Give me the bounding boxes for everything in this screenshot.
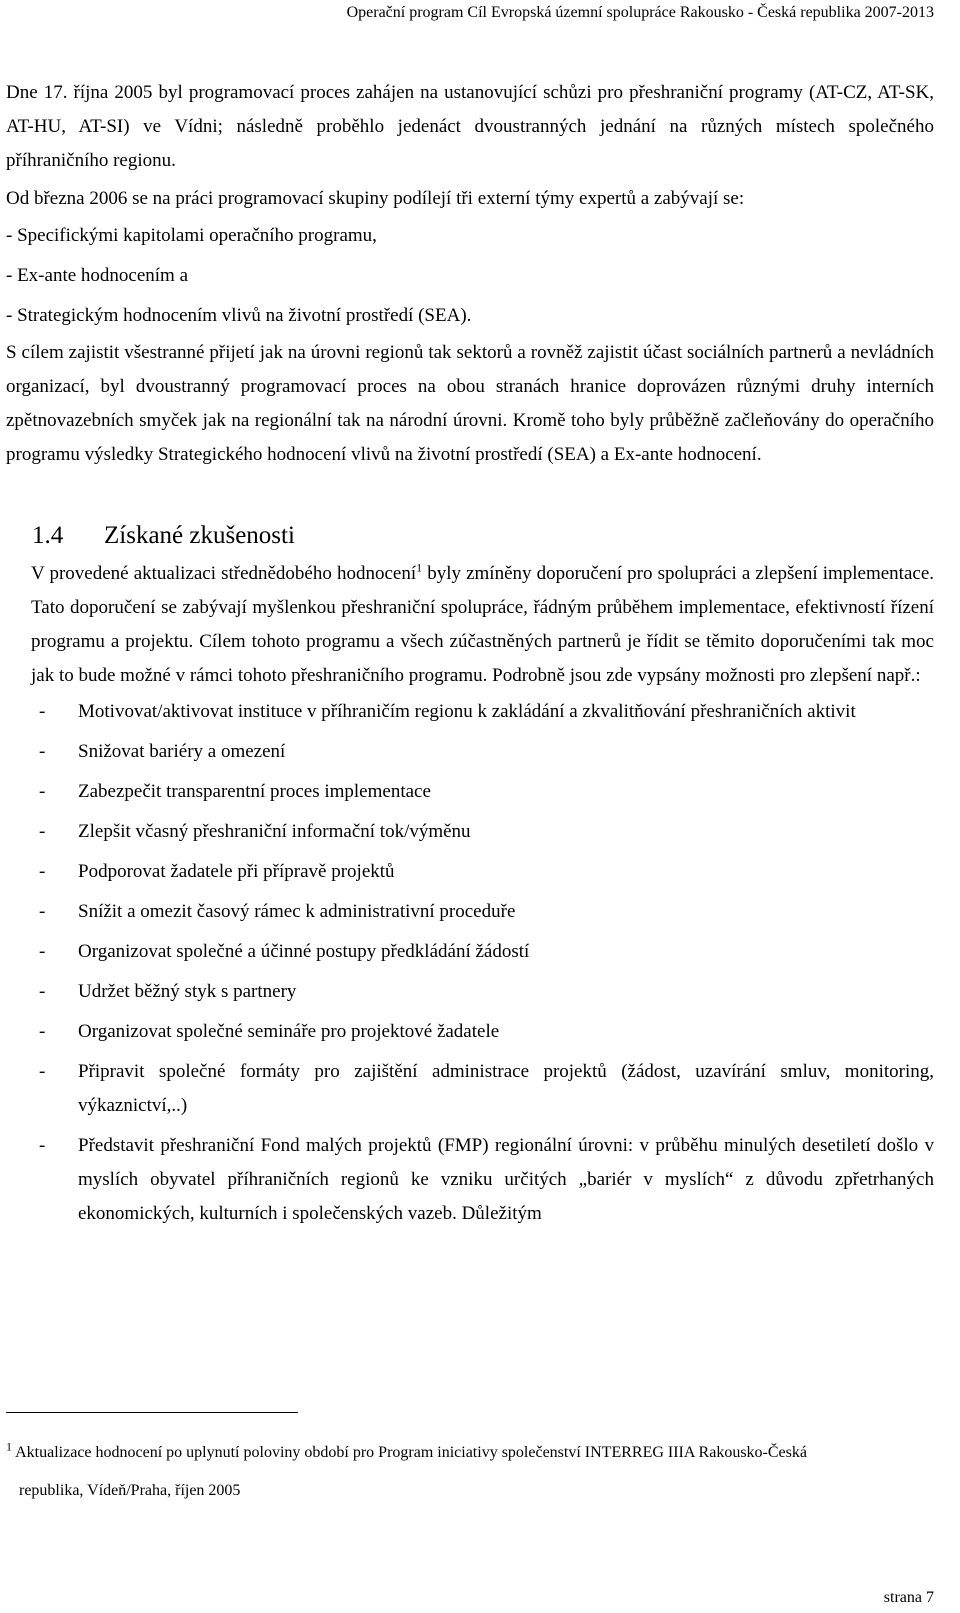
bullet-dash: - bbox=[39, 781, 46, 802]
running-header: Operační program Cíl Evropská územní spolupráce Rakousko - Česká republika 2007-2013 bbox=[346, 4, 934, 21]
list-item bbox=[31, 1055, 934, 1123]
intro-text-start: V provedené aktualizaci střednědobého hodnocení bbox=[31, 563, 417, 584]
section-heading bbox=[6, 519, 934, 553]
list-item bbox=[31, 855, 934, 889]
list-item-text: Připravit společné formáty pro zajištění administrace projektů (žádost, uzavírání smluv, monitoring, výkaznictví,..) bbox=[78, 1061, 934, 1116]
list-item bbox=[31, 1129, 934, 1231]
list-item-text: Organizovat společné a účinné postupy předkládání žádostí bbox=[78, 941, 530, 962]
bullet-dash: - bbox=[39, 981, 46, 1002]
footnote-text: Aktualizace hodnocení po uplynutí poloviny období pro Program iniciativy společenství INTERREG IIIA Rakousko-Česká bbox=[12, 1444, 807, 1461]
footnote-separator bbox=[6, 1412, 298, 1413]
list-item-text: Zlepšit včasný přeshraniční informační tok/výměnu bbox=[78, 821, 471, 842]
expert-tasks-list bbox=[6, 216, 934, 336]
list-item bbox=[31, 935, 934, 969]
paragraph-intro: Dne 17. října 2005 byl programovací proces zahájen na ustanovující schůzi pro přeshraniční programy (AT-CZ, AT-SK, AT-HU, AT-SI) ve Vídni; následně proběhlo jedenáct dvoustranných jednání na různých místech společného příhraničního regionu. bbox=[6, 82, 934, 171]
list-item-text: Udržet běžný styk s partnery bbox=[78, 981, 297, 1002]
list-item bbox=[31, 735, 934, 769]
bullet-dash: - bbox=[39, 741, 46, 762]
page-number: strana 7 bbox=[883, 1589, 934, 1606]
bullet-dash: - bbox=[39, 1021, 46, 1042]
list-item bbox=[31, 895, 934, 929]
bullet-dash: - bbox=[39, 941, 46, 962]
page-body bbox=[6, 76, 934, 1237]
paragraph-acceptance: S cílem zajistit všestranné přijetí jak na úrovni regionů tak sektorů a rovněž zajistit účast sociálních partnerů a nevládních organizací, byl dvoustranný programovací proces na obou stranách hranice doprovázen různými druhy interních zpětnovazebních smyček jak na regionální tak na národní úrovni. Kromě toho byly průběžně začleňovány do operačního programu výsledky Strategického hodnocení vlivů na životní prostředí (SEA) a Ex-ante hodnocení. bbox=[6, 342, 934, 465]
list-item-text: Motivovat/aktivovat instituce v příhraničím regionu k zakládání a zkvalitňování přeshraničních aktivit bbox=[78, 701, 856, 722]
footnote-reference[interactable]: 1 bbox=[416, 560, 423, 575]
list-item: - Strategickým hodnocením vlivů na životní prostředí (SEA). bbox=[6, 305, 472, 326]
bullet-dash: - bbox=[39, 1061, 46, 1082]
list-item: - Ex-ante hodnocením a bbox=[6, 265, 189, 286]
list-item bbox=[31, 1015, 934, 1049]
list-item-text: Snižovat bariéry a omezení bbox=[78, 741, 286, 762]
bullet-dash: - bbox=[39, 821, 46, 842]
section-title: Získané zkušenosti bbox=[104, 522, 295, 549]
list-item-text: Organizovat společné semináře pro projektové žadatele bbox=[78, 1021, 500, 1042]
footnote-marker: 1 bbox=[6, 1439, 12, 1454]
list-item bbox=[31, 815, 934, 849]
bullet-dash: - bbox=[39, 701, 46, 722]
list-item-text: Zabezpečit transparentní proces implementace bbox=[78, 781, 431, 802]
footnote-line-continued: republika, Vídeň/Praha, říjen 2005 bbox=[19, 1482, 241, 1499]
section-number: 1.4 bbox=[32, 522, 64, 549]
list-item-text: Snížit a omezit časový rámec k administrativní proceduře bbox=[78, 901, 516, 922]
list-item bbox=[31, 775, 934, 809]
list-item-text: Podporovat žadatele při přípravě projektů bbox=[78, 861, 395, 882]
list-item: - Specifickými kapitolami operačního programu, bbox=[6, 225, 377, 246]
footnote bbox=[6, 1434, 934, 1510]
list-item bbox=[31, 975, 934, 1009]
intro-text-rest: byly zmíněny doporučení pro spolupráci a zlepšení implementace. Tato doporučení se zabývají myšlenkou přeshraniční spolupráce, řádným průběhem implementace, efektivností řízení programu a projektu. Cílem tohoto programu a všech zúčastněných partnerů je řídit se těmito doporučeními tak moc jak to bude možné v rámci tohoto přeshraničního programu. Podrobně jsou zde vypsány možnosti pro zlepšení např.: bbox=[31, 563, 934, 686]
bullet-dash: - bbox=[39, 901, 46, 922]
paragraph-expert-teams: Od března 2006 se na práci programovací skupiny podílejí tři externí týmy expertů a zabývají se: bbox=[6, 188, 745, 209]
list-item bbox=[31, 695, 934, 729]
footnote-line bbox=[6, 1434, 934, 1472]
bullet-dash: - bbox=[39, 1135, 46, 1156]
recommendations-list bbox=[6, 695, 934, 1231]
bullet-dash: - bbox=[39, 861, 46, 882]
paragraph-section-intro bbox=[6, 557, 934, 693]
list-item-text: Představit přeshraniční Fond malých projektů (FMP) regionální úrovni: v průběhu minulých desetiletí došlo v myslích obyvatel příhraničních regionů ke vzniku určitých „bariér v myslích“ z důvodu zpřetrhaných ekonomických, kulturních i společenských vazeb. Důležitým bbox=[78, 1135, 934, 1224]
